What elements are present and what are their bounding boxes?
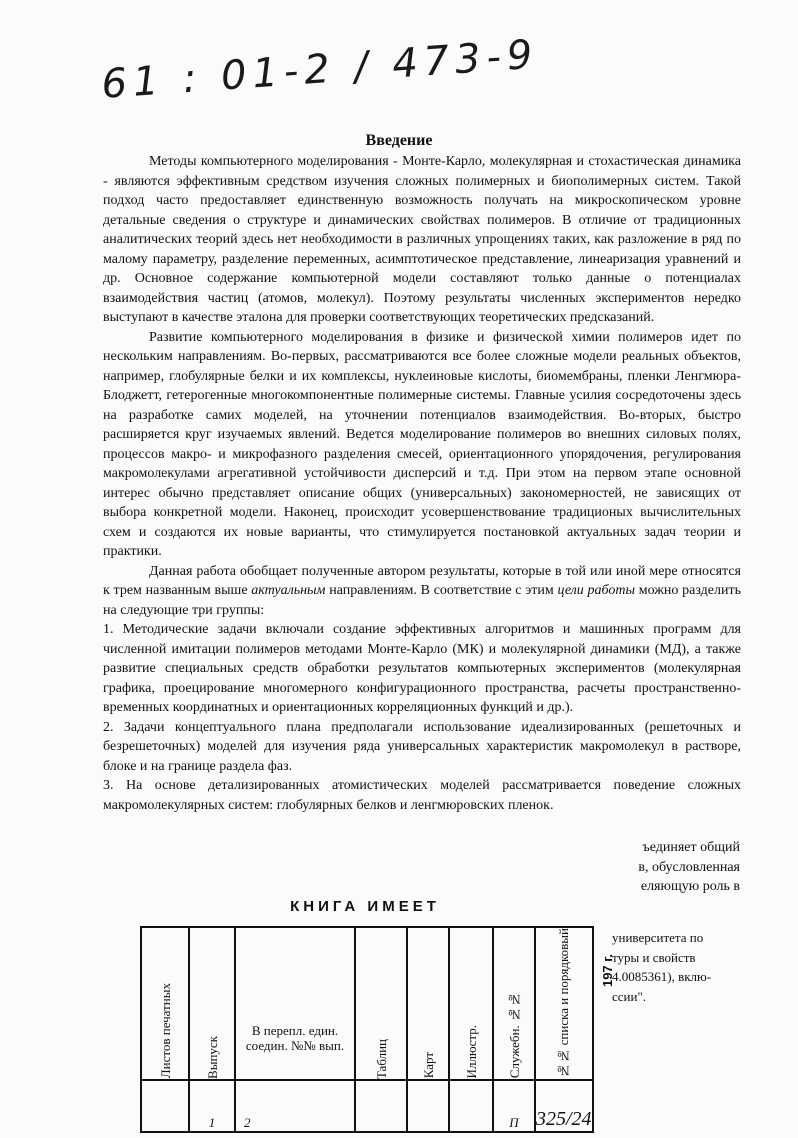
stamp-value: 1 [189,1080,235,1132]
body-text [103,152,741,815]
stamp-col-list [535,927,593,1080]
stamp-col-label: Карт [420,1052,436,1079]
list-item-3: 3. На основе детализированных атомистических моделей рассматривается поведение сложных макромолекулярных систем: глобулярных белков и ленгмюровских пленок. [103,778,741,813]
paragraph-3-mid: направлениям. В соответствие с этим [325,583,558,598]
stamp-col-tables [355,927,407,1080]
stamp-value: 2 [235,1080,355,1132]
fragment-line: 4.0085361), вклю- [612,969,712,984]
page-title: Введение [365,132,433,149]
fragment-line: ъединяет общий [642,840,740,855]
stamp-value: 325/24 [535,1080,593,1132]
fragment-line: в, обусловленная [638,859,740,875]
stamp-table [140,926,594,1133]
stamp-col-label: №№ списка и порядковый [556,928,572,1079]
paragraph-2: Развитие компьютерного моделирования в физике и физической химии полимеров идет по нескольким направлениям. Во-первых, рассматриваются все более сложные модели реальных объектов, например, глобулярные белки и их комплексы, нуклеиновые кислоты, биомембраны, пленки Ленгмюра-Блоджетт, гетерогенные многокомпонентные полимерные системы. Главные усилия сосредоточены здесь на разработке самих моделей, на уточнении потенциалов взаимодействия. Во-вторых, быстро расширяется круг изучаемых явлений. Ведется моделирование полимеров во внешних силовых полях, процессов макро- и микрофазного разделения смесей, ориентационного упорядочения, регулирования макромолекулами агрегативной устойчивости дисперсий и т.д. При этом на первом этапе основной интерес обычно представляет описание общих (универсальных) закономерностей, не зависящих от выбора конкретной модели. Наконец, происходит усовершенствование традиционых вычислительных схем и создаются их новые варианты, что стимулируется постановкой актуальных задач теории и практики. [103,329,741,559]
handwritten-catalog-code: 61 : 01-2 / 473-9 [100,31,540,108]
stamp-value [141,1080,189,1132]
paragraph-3-emphasis-goals: цели работы [557,583,635,598]
fragment-line: университета по [612,930,704,945]
stamp-year: 197 г. [600,954,615,988]
list-item-1: 1. Методические задачи включали создание эффективных алгоритмов и машинных программ для численной имитации полимеров методами Монте-Карло (МК) и молекулярной динамики (МД), а также развитие специальных средств обработки результатов компьютерных экспериментов (молекулярная графика, проецирование многомерного конфигурационного пространства, расчеты пространственно-временных координатных и ориентационных корреляционных функций и др.). [103,622,741,715]
library-stamp [140,898,630,1130]
stamp-title: КНИГА ИМЕЕТ [290,898,440,915]
fragment-line: еляющую роль в [640,879,740,894]
fragment-line: ссии". [612,988,647,1004]
stamp-col-issue [189,927,235,1080]
stamp-col-label: Иллюстр. [463,1025,479,1079]
list-item-2: 2. Задачи концептуального плана предполагали использование идеализированных (решеточных и безрешеточных) моделей для изучения ряда универсальных характеристик макромолекул в растворе, блоке и на границе раздела фаз. [103,719,741,774]
stamp-value: П [493,1080,535,1132]
stamp-col-label: Листов печатных [157,983,173,1079]
stamp-col-service [493,927,535,1080]
stamp-col-maps [407,927,449,1080]
stamp-col-label: В перепл. един. соедин. №№ вып. [245,1022,345,1053]
stamp-col-illustrations [449,927,493,1080]
paragraph-3-pre: Данная работа обобщает полученные автором результаты, которые в той или иной мере относятся к трем названным выше [103,563,741,598]
paragraph-3-emphasis-actual: актуальным [251,583,326,598]
paragraph-1: Методы компьютерного моделирования - Монте-Карло, молекулярная и стохастическая динамика - являются эффективным средством изучения сложных полимерных и биополимерных систем. Такой подход часто предоставляет единственную возможность получать на микроскопическом уровне детальные сведения о структуре и динамических свойствах полимеров. В отличие от традиционных аналитических теорий здесь нет необходимости в различных упрощениях таких, как разложение в ряд по малому параметру, разделение переменных, асимптотическое представление, линеаризация уравнений и др. Основное содержание компьютерной модели составляют только данные о потенциалах взаимодействия частиц (атомов, молекул). Поэтому результаты численных экспериментов нередко выступают в качестве эталона для проверки соответствующих теоретических предсказаний. [103,154,741,325]
right-text-fragments-lower [612,928,752,1006]
fragment-line: туры и свойств [612,949,696,965]
paragraph-3 [103,562,741,621]
stamp-value [407,1080,449,1132]
stamp-value [355,1080,407,1132]
stamp-value [449,1080,493,1132]
right-text-fragments [600,838,740,897]
stamp-col-sheets [141,927,189,1080]
paragraph-3-post: можно разделить на следующие три группы: [103,583,741,618]
stamp-col-binding [235,927,355,1080]
stamp-col-label: Служебн. №№ [506,992,522,1079]
stamp-col-label: Таблиц [373,1038,389,1079]
stamp-col-label: Выпуск [204,1035,220,1079]
